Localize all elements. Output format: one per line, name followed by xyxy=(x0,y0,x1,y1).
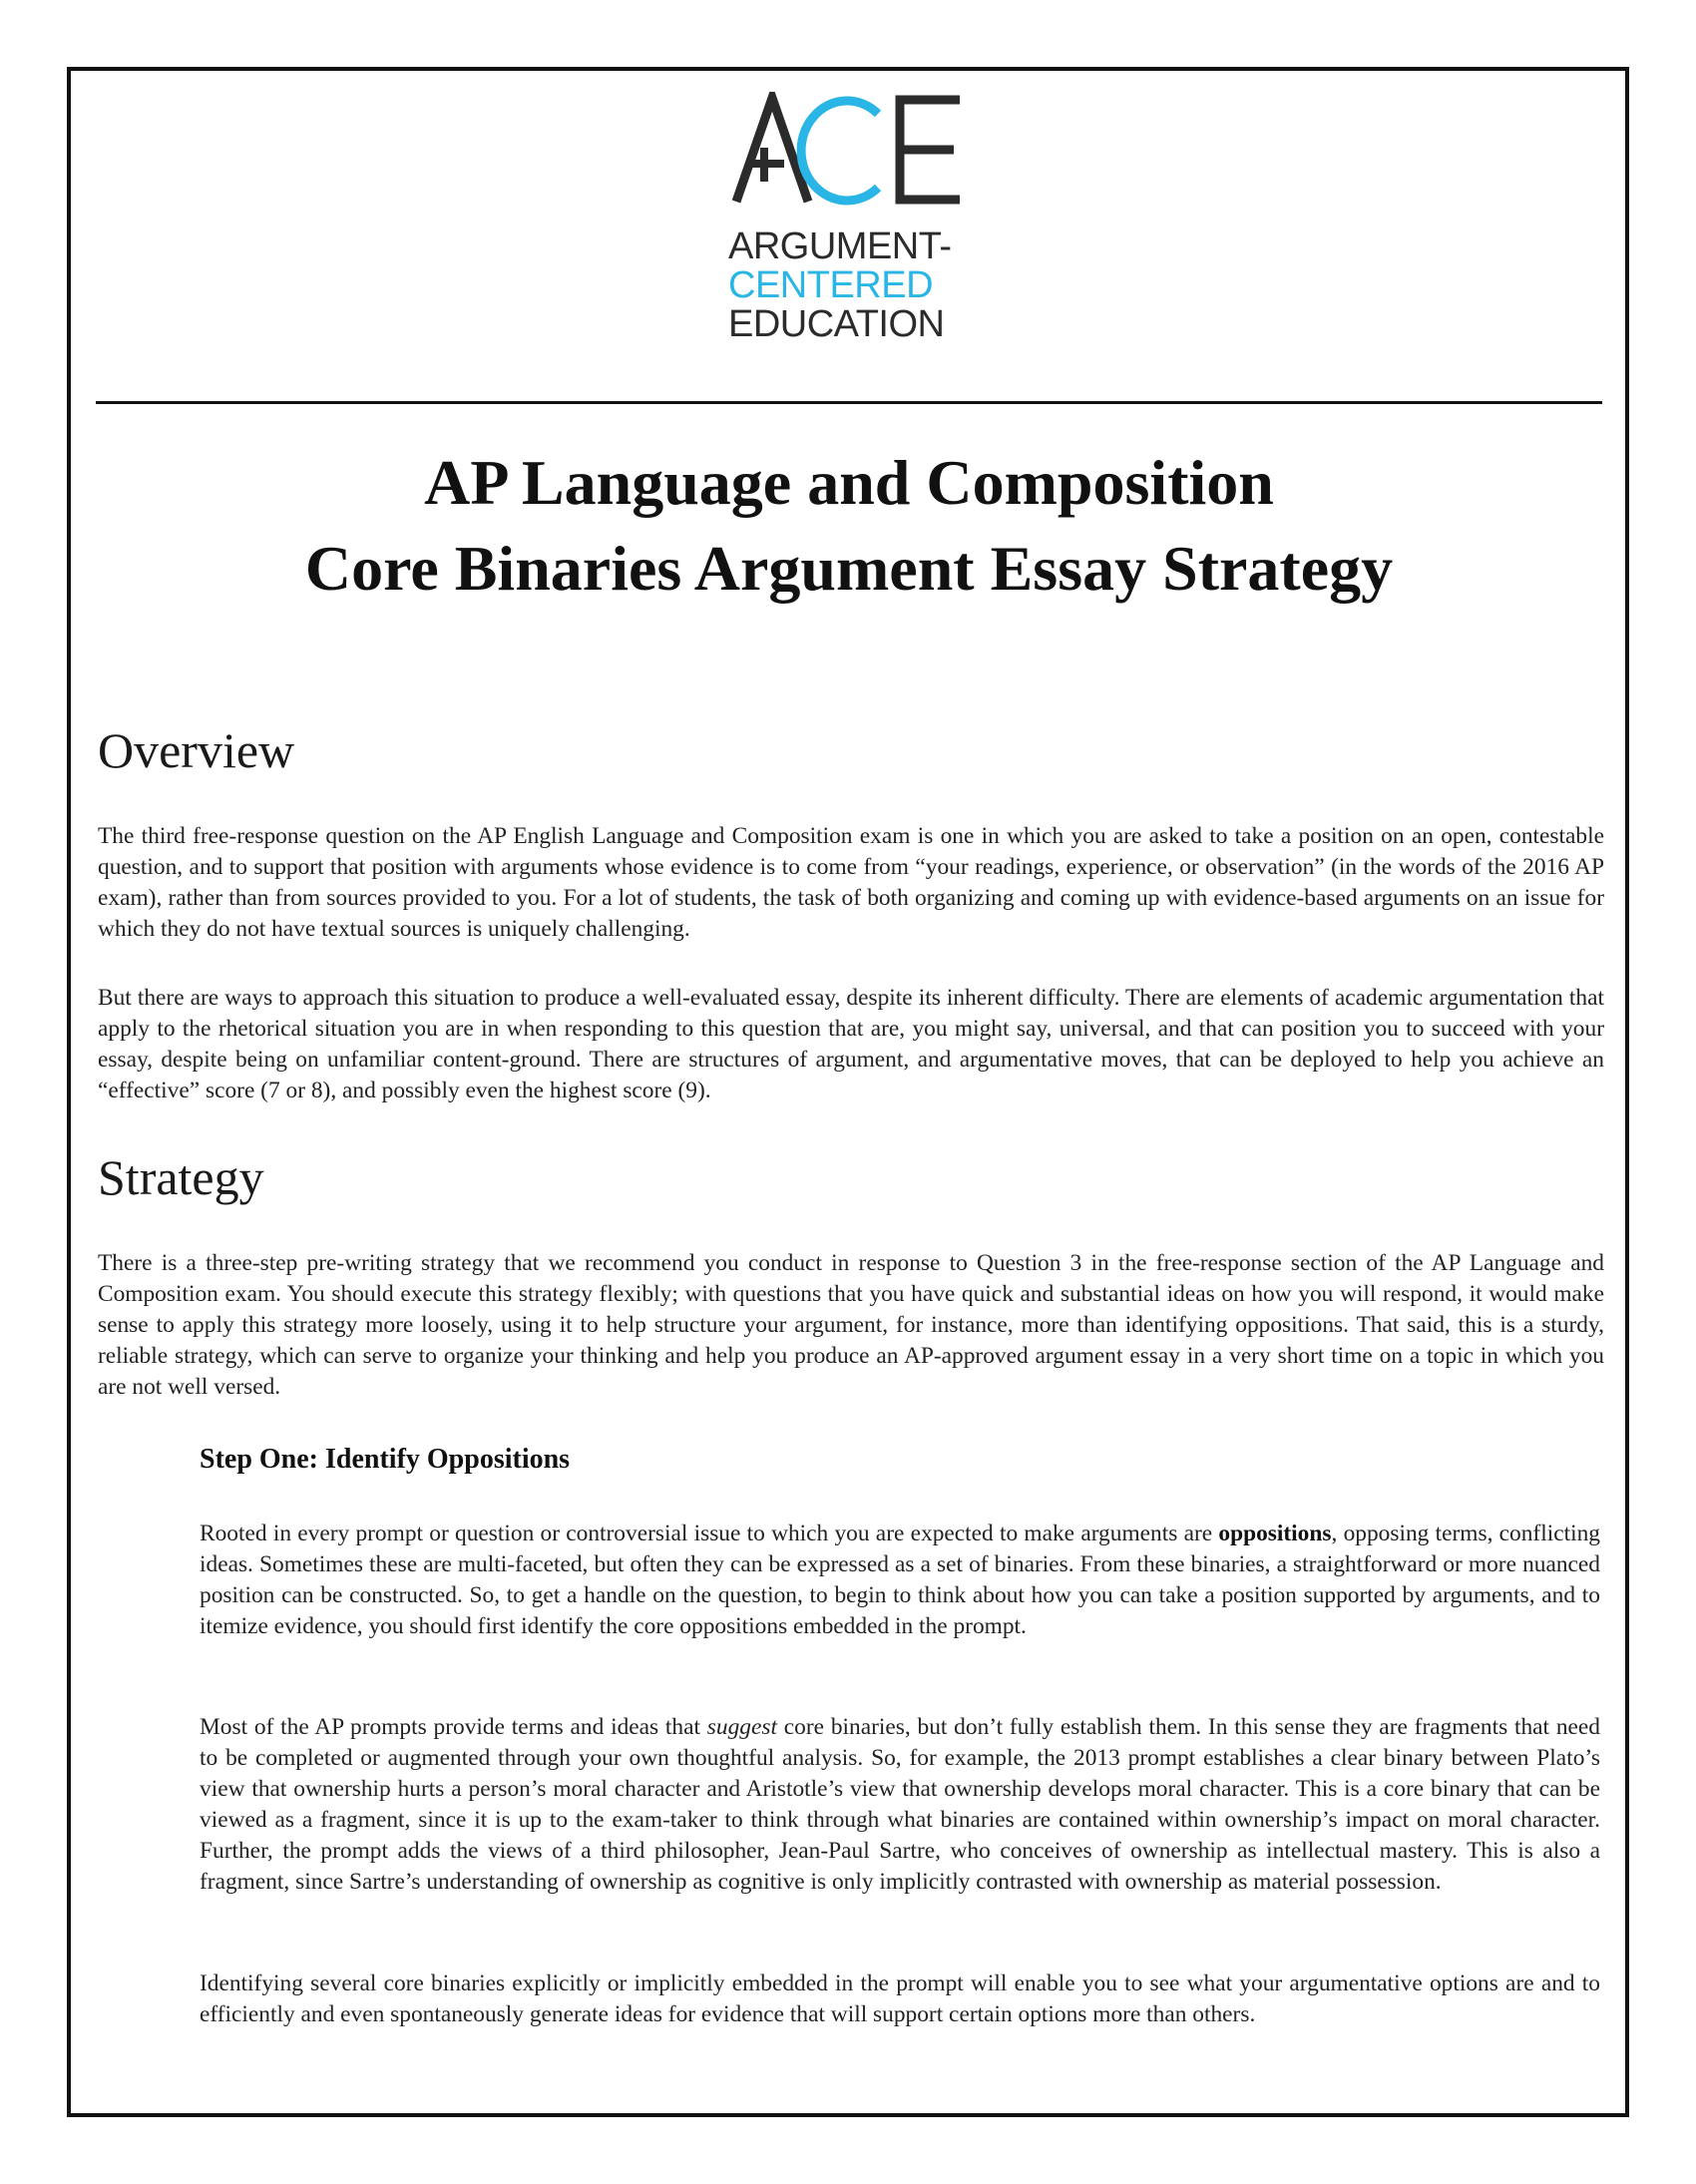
ace-logo xyxy=(728,92,968,361)
overview-heading: Overview xyxy=(98,722,295,778)
step-one-p2-before: Most of the AP prompts provide terms and ideas that xyxy=(200,1714,707,1740)
strategy-heading: Strategy xyxy=(98,1149,264,1205)
logo-line-centered: CENTERED xyxy=(728,264,934,306)
ace-wordmark xyxy=(728,92,968,207)
step-one-heading: Step One: Identify Oppositions xyxy=(200,1444,571,1475)
strategy-paragraph-1: There is a three-step pre-writing strategy that we recommend you conduct in response to Question 3 in the free-response section of the AP Language and Composition exam. You should execute this strategy flexibly; with questions that you have quick and substantial ideas on how you will respond, it would make sense to apply this strategy more loosely, using it to help structure your argument, for instance, more than identifying oppositions. That said, this is a sturdy, reliable strategy, which can serve to organize your thinking and help you produce an AP-approved argument essay in a very short time on a topic in which you are not well versed. xyxy=(98,1250,1604,1400)
step-one-paragraph-1 xyxy=(200,1519,1600,1642)
step-one-paragraph-2 xyxy=(200,1712,1600,1898)
step-one-p1-keyword: oppositions xyxy=(1218,1521,1332,1546)
logo-line-argument: ARGUMENT- xyxy=(728,225,952,267)
step-one-p2-emphasis: suggest xyxy=(706,1714,777,1740)
step-one-p2-after: core binaries, but don’t fully establish them. In this sense they are fragments that need to be completed or augmented through your own thoughtful analysis. So, for example, the 2013 prompt establishes a clear binary between Plato’s view that ownership hurts a person’s moral character and Aristotle’s view that ownership develops moral character. This is a core binary that can be viewed as a fragment, since it is up to the exam-taker to think through what binaries are contained within ownership’s impact on moral character. Further, the prompt adds the views of a third philosopher, Jean-Paul Sartre, who conceives of ownership as intellectual mastery. This is also a fragment, since Sartre’s understanding of ownership as cognitive is only implicitly contrasted with ownership as material possession. xyxy=(200,1714,1600,1895)
overview-paragraph-1: The third free-response question on the AP English Language and Composition exam is one in which you are asked to take a position on an open, contestable question, and to support that position with arguments whose evidence is to come from “your readings, experience, or observation” (in the words of the 2016 AP exam), rather than from sources provided to you. For a lot of students, the task of both organizing and coming up with evidence-based arguments on an issue for which they do not have textual sources is uniquely challenging. xyxy=(98,823,1604,942)
document-title-line2: Core Binaries Argument Essay Strategy xyxy=(304,533,1394,604)
document-title-line1: AP Language and Composition xyxy=(424,447,1274,518)
step-one-p1-after: , opposing terms, conflicting ideas. Sometimes these are multi-faceted, but often they can be expressed as a set of binaries. From these binaries, a straightforward or more nuanced position can be constructed. So, to get a handle on the question, to begin to think about how you can take a position supported by arguments, and to itemize evidence, you should first identify the core oppositions embedded in the prompt. xyxy=(200,1521,1600,1639)
step-one-paragraph-3: Identifying several core binaries explicitly or implicitly embedded in the prompt will enable you to see what your argumentative options are and to efficiently and even spontaneously generate ideas for evidence that will support certain options more than others. xyxy=(200,1970,1600,2027)
overview-paragraph-2: But there are ways to approach this situation to produce a well-evaluated essay, despite its inherent difficulty. There are elements of academic argumentation that apply to the rhetorical situation you are in when responding to this question that are, you might say, universal, and that can position you to succeed with your essay, despite being on unfamiliar content-ground. There are structures of argument, and argumentative moves, that can be deployed to help you achieve an “effective” score (7 or 8), and possibly even the highest score (9). xyxy=(98,985,1604,1103)
step-one-p1-before: Rooted in every prompt or question or controversial issue to which you are expected to make arguments are xyxy=(200,1521,1219,1546)
logo-line-education: EDUCATION xyxy=(728,303,945,345)
header-divider xyxy=(96,401,1602,404)
